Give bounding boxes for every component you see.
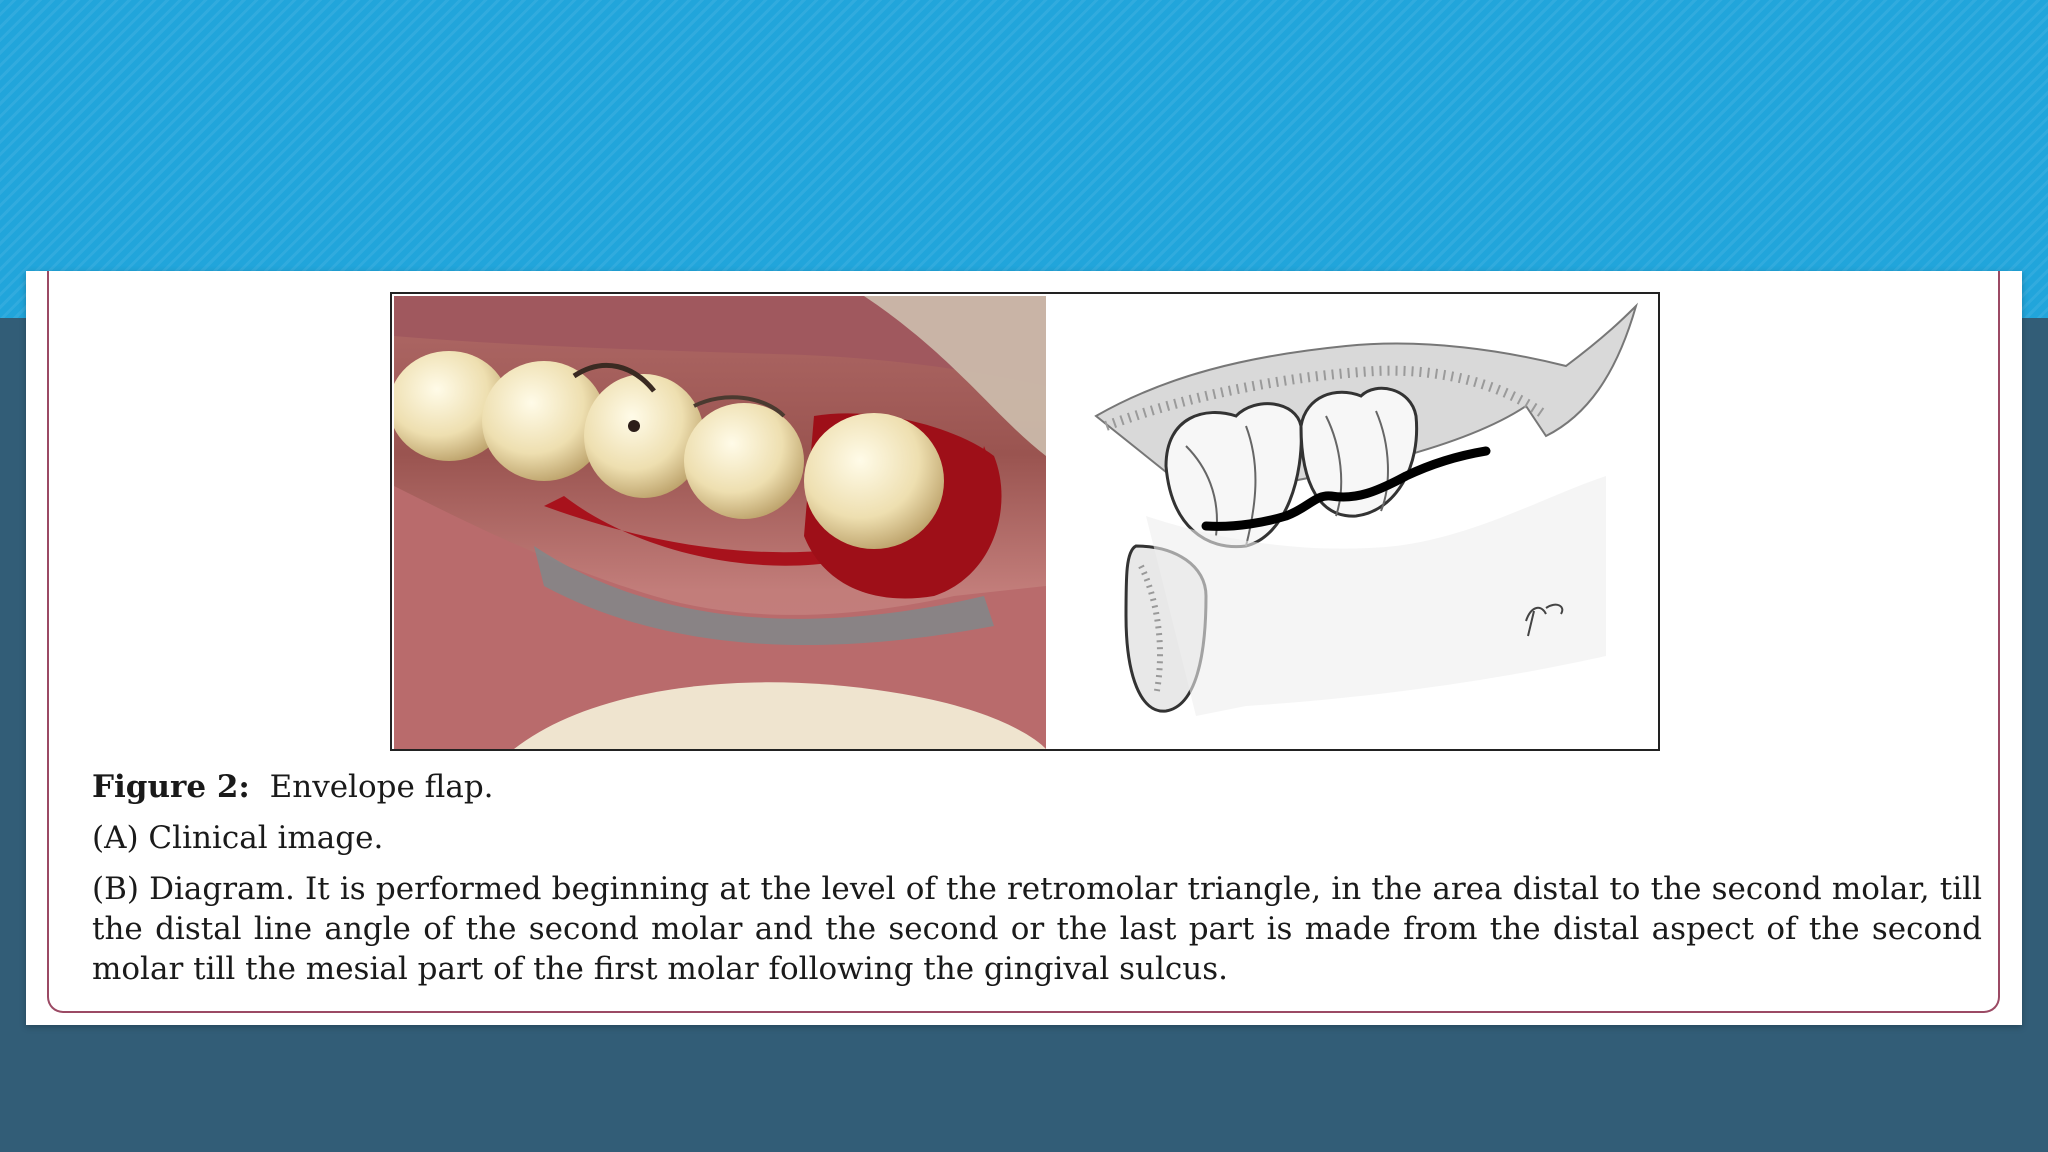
figure-panel	[390, 292, 1660, 751]
figure-caption-title	[92, 767, 1992, 807]
figure-title: Envelope flap.	[269, 769, 494, 805]
figure-label: Figure 2:	[92, 769, 250, 805]
clinical-image	[394, 296, 1046, 749]
caption-b: (B) Diagram. It is performed beginning at the level of the retromolar triangle, in the area distal to the second molar, till the distal line angle of the second molar and the second or the last part is made from the distal aspect of the second molar till the mesial part of the first molar following the gingival sulcus.	[92, 871, 1982, 987]
caption-a: (A) Clinical image.	[92, 820, 384, 856]
diagram-image	[1046, 296, 1658, 749]
slide-card	[26, 271, 2022, 1025]
